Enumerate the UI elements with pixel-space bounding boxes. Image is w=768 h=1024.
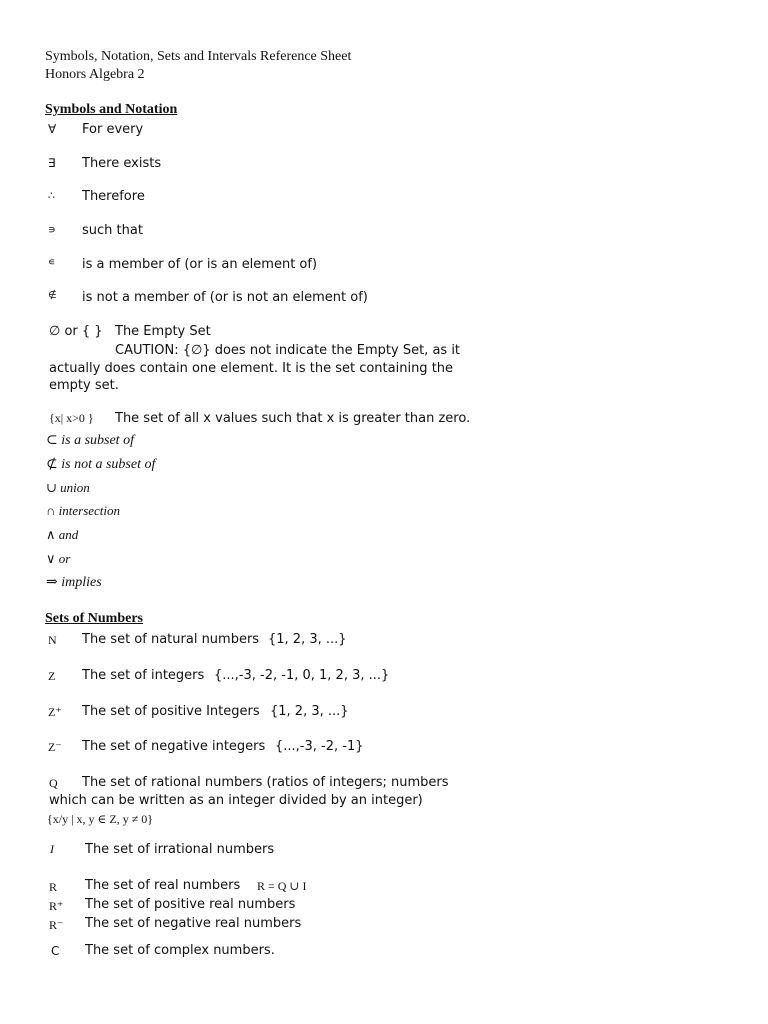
negative-reals-symbol: R⁻ [49,918,64,932]
op-or: ∨ or [46,551,71,566]
caution-line: empty set. [49,378,119,393]
set-definition: The set of negative real numbers [85,916,302,931]
symbol-definition: There exists [82,156,162,171]
integers-symbol: Z [48,669,56,683]
symbol-definition: such that [82,223,143,238]
sets-heading: Sets of Numbers [45,611,143,626]
positive-reals-symbol: R⁺ [49,899,64,913]
op-implies: ⇒ implies [46,575,102,590]
symbol-definition: is a member of (or is an element of) [82,257,318,272]
rational-formula: {x/y | x, y ∈ Z, y ≠ 0} [47,812,154,826]
op-not-subset: ⊄ is not a subset of [46,457,156,472]
doc-title: Symbols, Notation, Sets and Intervals Reference Sheet [45,49,352,64]
caution-line: CAUTION: {∅} does not indicate the Empty Set, as it [115,343,461,358]
symbols-heading: Symbols and Notation [45,102,178,117]
op-union: ∪ union [46,480,90,495]
irrational-numbers-symbol: I [50,842,54,856]
set-definition: The set of negative integers [82,739,266,754]
op-intersection: ∩ intersection [46,503,121,518]
real-numbers-relation: R = Q ∪ I [257,879,307,893]
symbol-member-of: ∊ [48,257,56,268]
set-example: {...,-3, -2, -1, 0, 1, 2, 3, ...} [214,668,390,683]
rational-definition-line: which can be written as an integer divided by an integer) [49,793,423,808]
set-definition: The set of complex numbers. [85,943,275,958]
symbol-definition: Therefore [82,189,145,204]
set-definition: The set of positive Integers [82,704,260,719]
rational-definition-line: The set of rational numbers (ratios of integers; numbers [82,775,449,790]
rational-numbers-symbol: Q [49,776,58,790]
set-example: {1, 2, 3, ...} [268,632,347,647]
complex-numbers-symbol: C [51,944,60,958]
symbol-for-every: ∀ [48,122,57,136]
symbol-not-member-of: ∉ [48,290,57,301]
set-builder-definition: The set of all x values such that x is greater than zero. [115,411,471,426]
caution-line: actually does contain one element. It is the set containing the [49,361,454,376]
positive-integers-symbol: Z⁺ [48,705,62,719]
empty-set-symbol: ∅ or { } [49,324,103,339]
real-numbers-symbol: R [49,880,58,894]
symbol-therefore: ∴ [48,189,55,202]
set-example: {1, 2, 3, ...} [270,704,349,719]
set-example: {...,-3, -2, -1} [275,739,364,754]
set-definition: The set of irrational numbers [85,842,275,857]
symbol-definition: is not a member of (or is not an element of) [82,290,368,305]
set-definition: The set of natural numbers [82,632,260,647]
set-builder-notation: {x| x>0 } [49,411,94,425]
op-subset: ⊂ is a subset of [46,433,134,448]
negative-integers-symbol: Z⁻ [48,740,62,754]
empty-set-label: The Empty Set [115,324,211,339]
symbol-there-exists: ∃ [48,156,56,170]
natural-numbers-symbol: N [48,633,57,647]
op-and: ∧ and [46,527,79,542]
symbol-such-that: ∍ [48,223,56,236]
set-definition: The set of real numbers [85,878,241,893]
doc-subtitle: Honors Algebra 2 [45,67,145,82]
set-definition: The set of positive real numbers [85,897,296,912]
set-definition: The set of integers [82,668,205,683]
symbol-definition: For every [82,122,144,137]
